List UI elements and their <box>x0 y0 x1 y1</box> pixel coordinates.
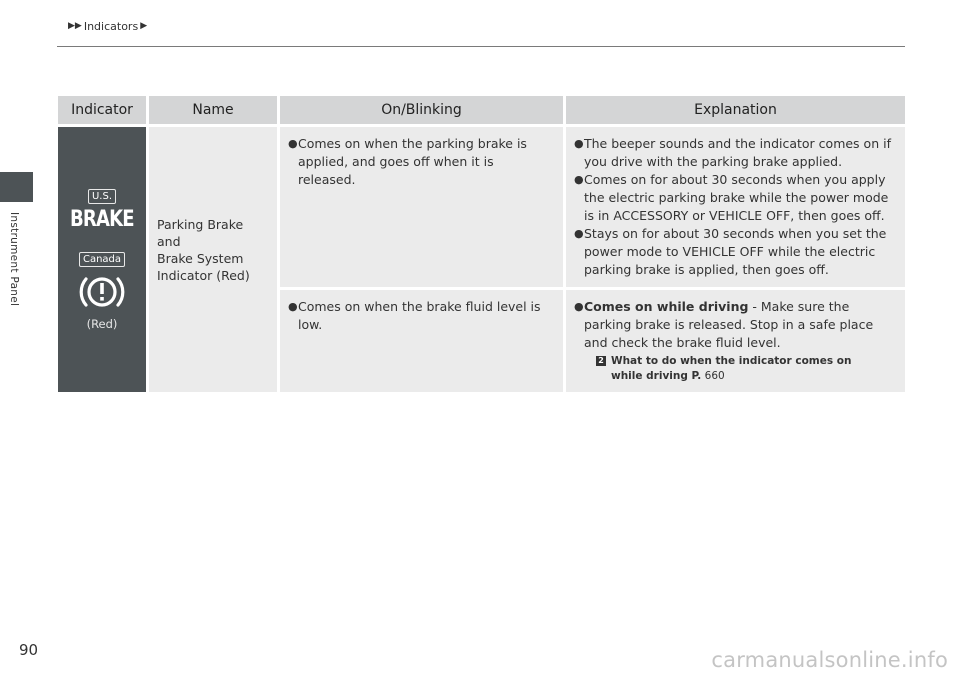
reference-arrow-icon: 2 <box>596 356 606 366</box>
xref-text <box>611 354 851 384</box>
bullet-icon: ● <box>288 137 298 150</box>
table-row <box>58 124 905 287</box>
explanation-text: Comes on for about 30 seconds when you apply the electric parking brake while the power mode is in ACCESSORY or VEHICLE OFF, then goes off. <box>584 172 889 223</box>
explanation-rest-text: - Make sure the parking brake is released. Stop in a safe place and check the brake fluid level. <box>584 299 874 350</box>
col-header-indicator: Indicator <box>58 96 149 124</box>
list-item <box>288 135 555 189</box>
explanation-cell-2 <box>566 287 905 392</box>
watermark: carmanualsonline.info <box>711 648 948 672</box>
indicator-name <box>157 216 269 284</box>
list-item <box>574 225 897 279</box>
canada-region-tag: Canada <box>79 252 125 267</box>
indicator-icon-cell <box>58 124 149 392</box>
list-item <box>574 135 897 171</box>
xref-page-number: 660 <box>704 370 725 382</box>
on-blinking-cell-2 <box>280 287 566 392</box>
col-header-on-blinking: On/Blinking <box>280 96 566 124</box>
name-line-1: Parking Brake and <box>157 216 244 249</box>
list-item <box>574 171 897 225</box>
bullet-icon: ● <box>288 300 298 313</box>
brake-text-icon: BRAKE <box>70 206 134 232</box>
table-header-row <box>58 96 905 124</box>
on-blinking-text: Comes on when the parking brake is applied, and goes off when it is released. <box>298 136 527 187</box>
explanation-text: The beeper sounds and the indicator comes on if you drive with the parking brake applied. <box>584 136 891 169</box>
col-header-name: Name <box>149 96 280 124</box>
list-item <box>288 298 555 334</box>
bullet-icon: ● <box>574 137 584 150</box>
name-line-2: Brake System <box>157 250 244 266</box>
bullet-icon: ● <box>574 300 584 313</box>
header-rule <box>57 46 905 47</box>
bullet-icon: ● <box>574 173 584 186</box>
arrow-right-icon: ▶ <box>140 21 148 31</box>
double-arrow-right-icon: ▶▶ <box>68 21 82 31</box>
indicator-color-note: (Red) <box>86 316 118 331</box>
on-blinking-text: Comes on when the brake fluid level is low. <box>298 299 541 332</box>
col-header-explanation: Explanation <box>566 96 905 124</box>
bullet-icon: ● <box>574 227 584 240</box>
on-blinking-cell-1 <box>280 124 566 287</box>
explanation-text: Stays on for about 30 seconds when you set the power mode to VEHICLE OFF while the electric parking brake is applied, then goes off. <box>584 226 887 277</box>
brake-warning-circle-icon <box>77 271 127 313</box>
indicator-name-cell <box>149 124 280 392</box>
explanation-bold-text: Comes on while driving <box>584 299 749 314</box>
xref-line-2: while driving P. <box>611 370 702 382</box>
section-tab-marker <box>0 172 33 202</box>
breadcrumb <box>68 20 147 33</box>
section-side-label: Instrument Panel <box>8 212 20 307</box>
explanation-cell-1 <box>566 124 905 287</box>
us-region-tag: U.S. <box>88 189 116 204</box>
breadcrumb-item-indicators[interactable]: Indicators <box>83 20 139 33</box>
cross-reference-link[interactable] <box>596 354 897 384</box>
page-number: 90 <box>19 641 39 659</box>
indicator-table <box>58 96 905 392</box>
xref-line-1: What to do when the indicator comes on <box>611 355 852 367</box>
list-item <box>574 298 897 352</box>
explanation-text <box>584 298 897 352</box>
name-line-3: Indicator (Red) <box>157 267 250 283</box>
